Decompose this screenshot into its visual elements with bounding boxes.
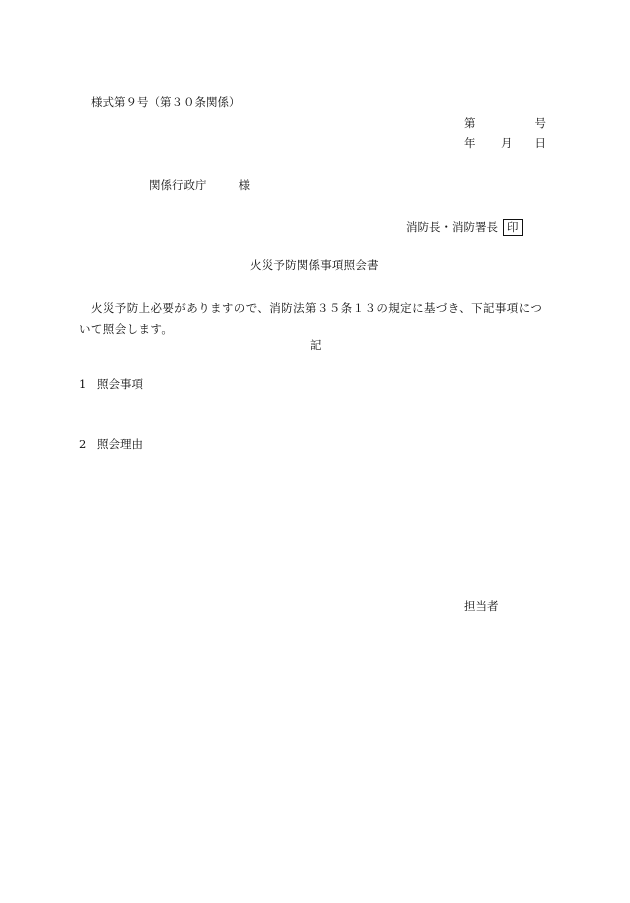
document-number-prefix: 第 [464,116,476,130]
item-label: 照会事項 [97,377,143,391]
item-label: 照会理由 [97,437,143,451]
person-in-charge-label: 担当者 [464,599,499,613]
body-paragraph: 火災予防上必要がありますので、消防法第３５条１３の規定に基づき、下記事項について照会します。 [79,301,543,336]
ki-heading: 記 [310,338,322,352]
recipient-honorific: 様 [238,178,250,192]
document-number-suffix: 号 [534,116,546,130]
seal-stamp-box: 印 [503,219,523,236]
item-number: 1 [79,377,87,391]
sender-name: 消防長・消防署長 [406,220,498,234]
form-label: 様式第９号（第３０条関係） [91,95,241,109]
date-day-label: 日 [534,136,546,150]
recipient-line [149,180,250,192]
date-month-label: 月 [501,136,513,150]
document-title: 火災予防関係事項照会書 [250,258,379,272]
sender-line [406,219,523,236]
date-year-label: 年 [464,136,476,150]
item-number: 2 [79,437,87,451]
item-inquiry-reason [79,439,143,451]
recipient-name: 関係行政庁 [149,178,207,192]
item-inquiry-matters [79,379,143,391]
